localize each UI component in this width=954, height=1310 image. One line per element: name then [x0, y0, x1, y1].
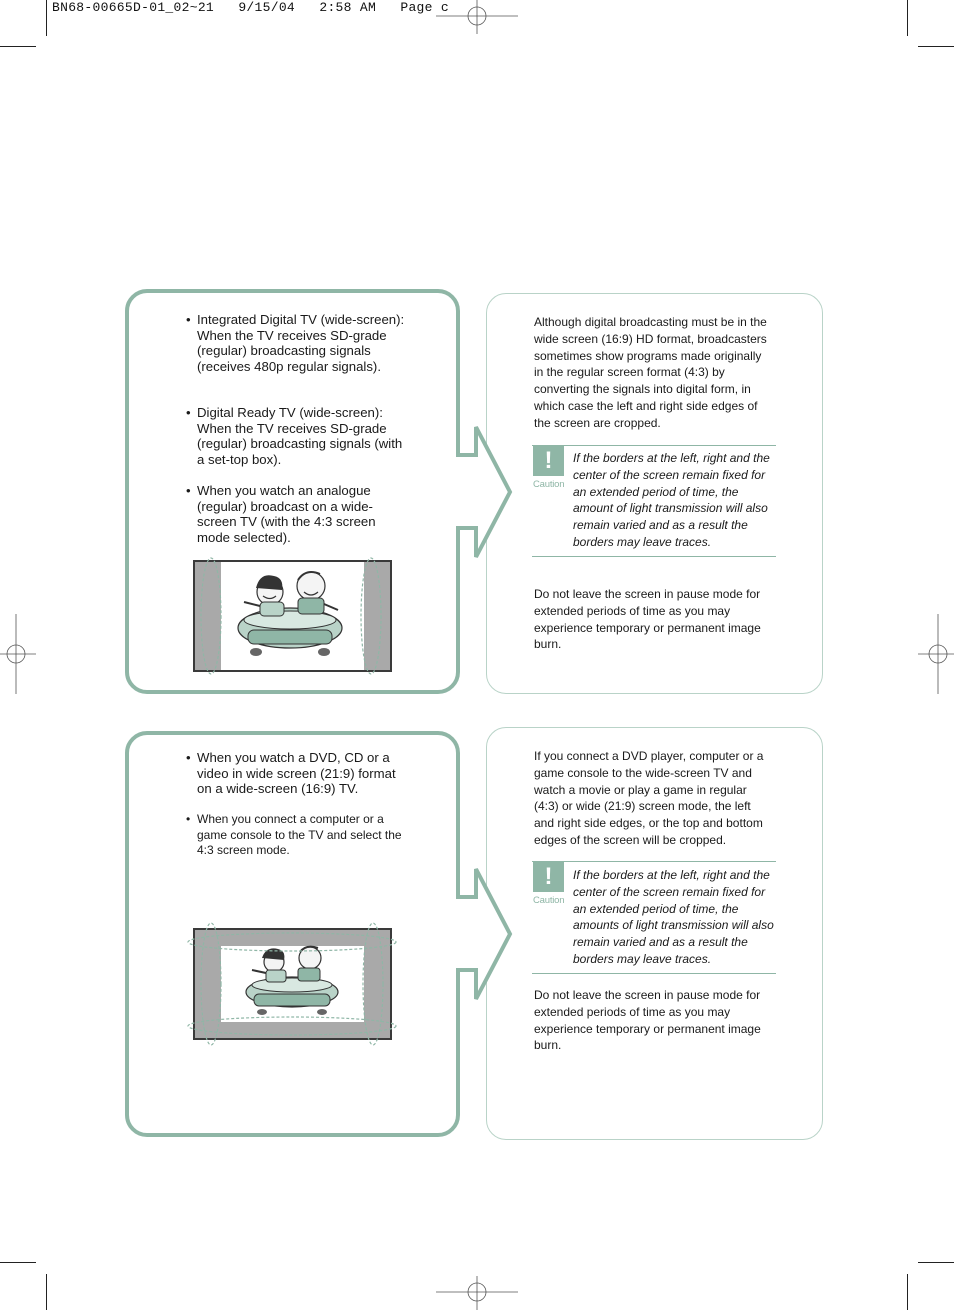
exclamation-icon: !: [533, 862, 564, 892]
bullet-item: • When you watch an analogue (regular) broadcast on a wide-screen TV (with the 4:3 screen mode selected).: [186, 483, 408, 545]
caution-text: If the borders at the left, right and the center of the screen remain fixed for an extended period of time, the amounts of light transmission will also remain varied and as a result the borders may leave traces.: [573, 868, 774, 966]
caution-label: Caution: [533, 895, 565, 906]
bullet-item: • Integrated Digital TV (wide-screen): When the TV receives SD-grade (regular) broadcasting signals (receives 480p regular signals).: [186, 312, 408, 374]
print-header: BN68-00665D-01_02~21 9/15/04 2:58 AM Page c: [52, 0, 449, 15]
registration-mark-icon: [918, 614, 954, 694]
bullet-item: • Digital Ready TV (wide-screen): When the TV receives SD-grade (regular) broadcasting signals (with a set-top box).: [186, 405, 408, 467]
note-text: Do not leave the screen in pause mode for extended periods of time as you may experience temporary or permanent image burn.: [534, 988, 761, 1053]
description-text: Although digital broadcasting must be in the wide screen (16:9) HD format, broadcasters sometimes show programs made originally in the regular screen format (4:3) by converting the signals into digital form, in which case the left and right side edges of the screen are cropped.: [534, 315, 767, 430]
arrow-connector: [440, 857, 520, 1007]
registration-mark-icon: [436, 0, 518, 34]
note-text: Do not leave the screen in pause mode for extended periods of time as you may experience temporary or permanent image burn.: [534, 587, 761, 652]
registration-mark-icon: [0, 614, 36, 694]
crop-mark: [0, 46, 36, 47]
bullet-item: • When you connect a computer or a game console to the TV and select the 4:3 screen mode.: [186, 812, 411, 859]
registration-mark-icon: [436, 1276, 518, 1310]
bullet-item: • When you watch a DVD, CD or a video in wide screen (21:9) format on a wide-screen (16:9) TV.: [186, 750, 408, 797]
arrow-connector: [440, 415, 520, 565]
crop-mark: [46, 1274, 47, 1310]
crop-mark: [0, 1262, 36, 1263]
crop-mark: [907, 1274, 908, 1310]
caution-label: Caution: [533, 479, 565, 490]
divider: [532, 445, 776, 446]
caution-text: If the borders at the left, right and the center of the screen remain fixed for an extended period of time, the amount of light transmission will also remain varied and as a result the borders may leave traces.: [573, 451, 770, 549]
crop-mark: [918, 46, 954, 47]
tv-illustration: [188, 922, 402, 1050]
crop-mark: [907, 0, 908, 36]
divider: [532, 973, 776, 974]
crop-mark: [918, 1262, 954, 1263]
divider: [532, 556, 776, 557]
tv-illustration: [190, 556, 400, 680]
exclamation-icon: !: [533, 446, 564, 476]
divider: [532, 861, 776, 862]
description-text: If you connect a DVD player, computer or a game console to the wide-screen TV and watch a movie or play a game in regular (4:3) or wide (21:9) screen mode, the left and right side edges, or the top and bottom edges of the screen will be cropped.: [534, 749, 764, 847]
crop-mark: [46, 0, 47, 36]
